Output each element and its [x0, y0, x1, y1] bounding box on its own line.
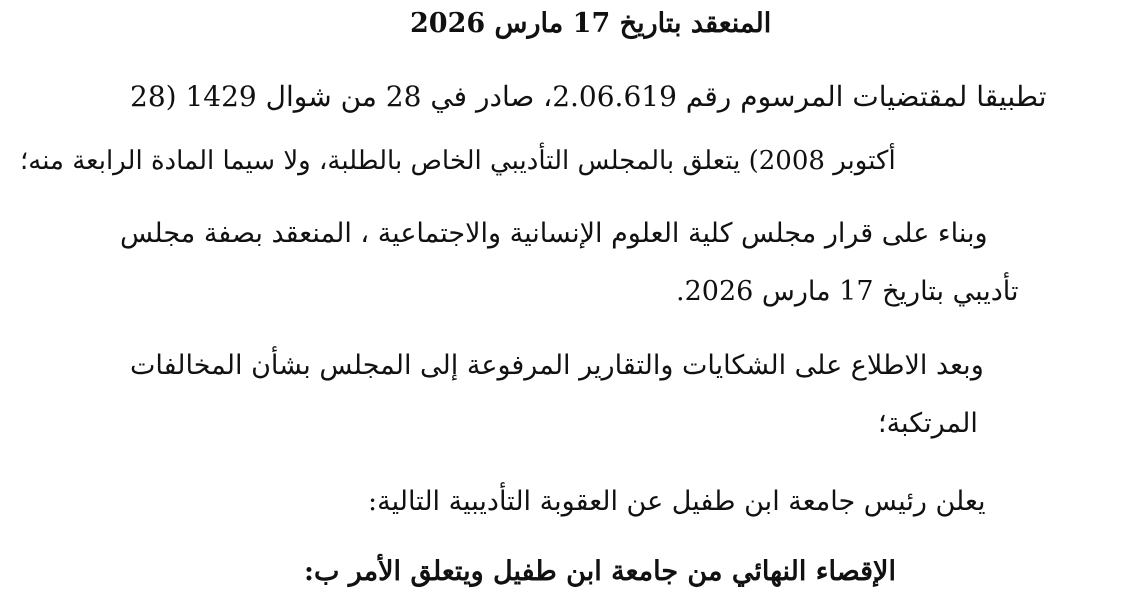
- paragraph-3-line-1: وبعد الاطلاع على الشكايات والتقارير المرفوعة إلى المجلس بشأن المخالفات: [130, 350, 984, 381]
- paragraph-2-line-2: تأديبي بتاريخ 17 مارس 2026.: [676, 276, 1019, 307]
- document-heading: المنعقد بتاريخ 17 مارس 2026: [410, 8, 772, 39]
- paragraph-1-line-2: أكتوبر 2008) يتعلق بالمجلس التأديبي الخاص بالطلبة، ولا سيما المادة الرابعة منه؛: [20, 146, 896, 176]
- paragraph-1-line-1: تطبيقا لمقتضيات المرسوم رقم 2.06.619، صادر في 28 من شوال 1429 (28: [130, 80, 1047, 113]
- paragraph-3-line-2: المرتكبة؛: [878, 408, 978, 439]
- paragraph-4-line-1: يعلن رئيس جامعة ابن طفيل عن العقوبة التأديبية التالية:: [368, 486, 986, 517]
- paragraph-2-line-1: وبناء على قرار مجلس كلية العلوم الإنسانية والاجتماعية ، المنعقد بصفة مجلس: [120, 218, 988, 249]
- paragraph-5-line-1: الإقصاء النهائي من جامعة ابن طفيل ويتعلق الأمر ب:: [304, 556, 896, 587]
